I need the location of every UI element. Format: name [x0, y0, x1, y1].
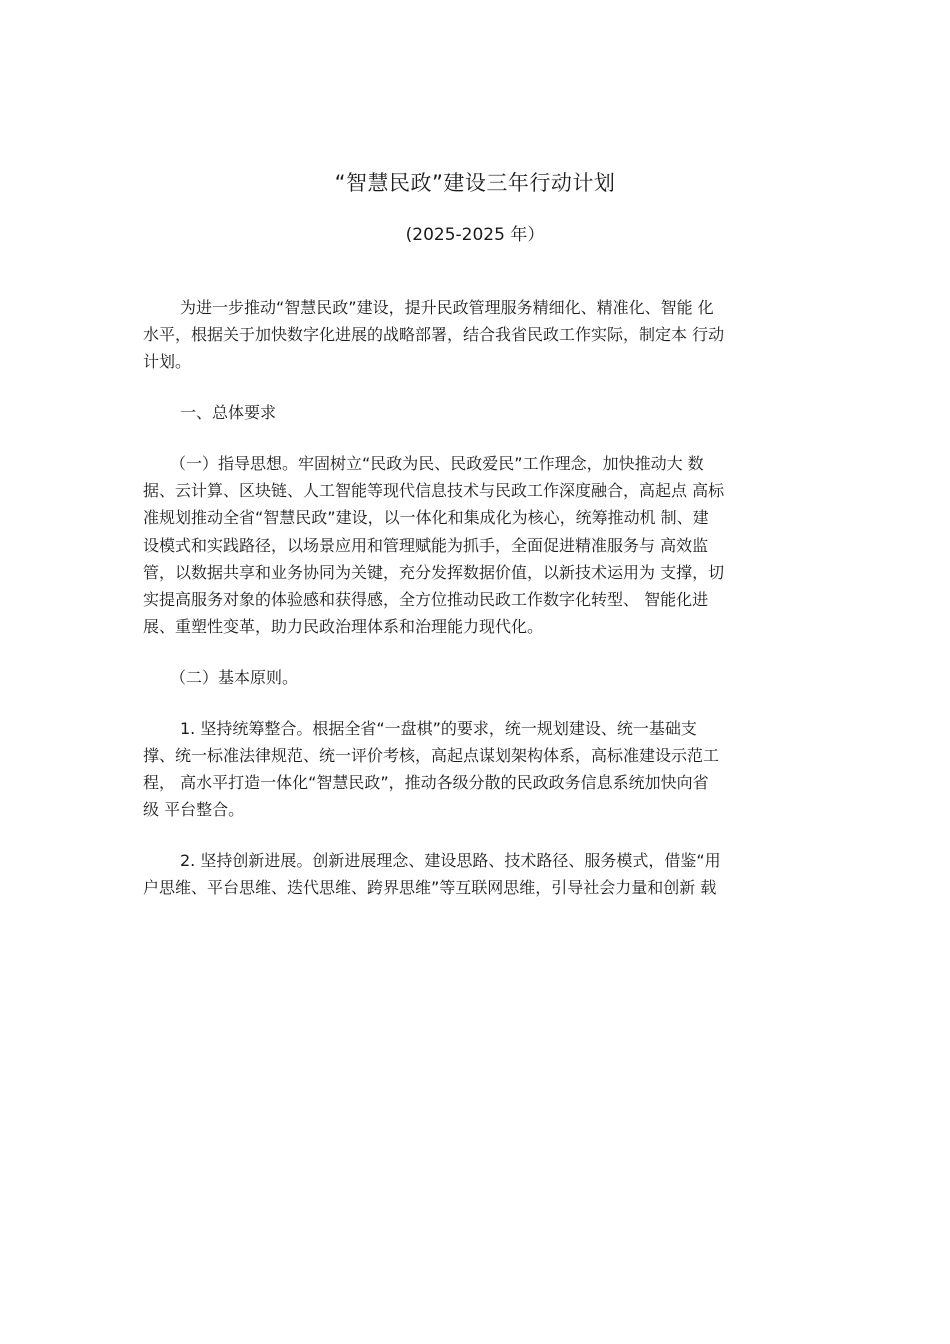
paragraph-principle-1 — [143, 715, 818, 824]
text-line: 实提高服务对象的体验感和获得感，全方位推动民政工作数字化转型、 智能化进 — [143, 589, 709, 609]
text-line: 级 平台整合。 — [143, 800, 245, 820]
document-body — [143, 294, 818, 901]
paragraph-guiding-ideology — [143, 450, 818, 640]
text-line: （二）基本原则。 — [170, 667, 299, 687]
text-line: 设模式和实践路径，以场景应用和管理赋能为抓手，全面促进精准服务与 高效监 — [143, 535, 709, 555]
text-line: 据、云计算、区块链、人工智能等现代信息技术与民政工作深度融合，高起点 高标 — [143, 481, 725, 501]
paragraph-principle-2 — [143, 847, 818, 901]
section-heading-basic-principles — [143, 664, 818, 691]
paragraph-intro — [143, 294, 818, 376]
text-line: 水平，根据关于加快数字化进展的战略部署，结合我省民政工作实际，制定本 行动 — [143, 325, 725, 345]
text-line: 2. 坚持创新进展。创新进展理念、建设思路、技术路径、服务模式，借鉴“用 — [180, 850, 721, 870]
document-title: “智慧民政”建设三年行动计划 — [334, 171, 616, 195]
text-line: 准规划推动全省“智慧民政”建设，以一体化和集成化为核心，统筹推动机 制、建 — [143, 508, 709, 528]
text-line: 为进一步推动“智慧民政”建设，提升民政管理服务精细化、精准化、智能 化 — [180, 298, 714, 317]
text-line: 户思维、平台思维、迭代思维、跨界思维”等互联网思维，引导社会力量和创新 载 — [143, 878, 717, 898]
text-line: 1. 坚持统筹整合。根据全省“一盘棋”的要求，统一规划建设、统一基础支 — [180, 718, 697, 738]
text-line: 计划。 — [143, 352, 192, 372]
text-line: 程， 高水平打造一体化“智慧民政”，推动各级分散的民政政务信息系统加快向省 — [143, 773, 709, 792]
text-line: 撑、统一标准法律规范、统一评价考核，高起点谋划架构体系，高标准建设示范工 — [143, 745, 720, 765]
text-line: 展、重塑性变革，助力民政治理体系和治理能力现代化。 — [143, 617, 544, 637]
text-line: 一、总体要求 — [180, 403, 277, 423]
text-line: 管，以数据共享和业务协同为关键，充分发挥数据价值，以新技术运用为 支撑，切 — [143, 562, 725, 582]
section-heading-general-requirements — [143, 399, 818, 426]
text-line: （一）指导思想。牢固树立“民政为民、民政爱民”工作理念，加快推动大 数 — [170, 453, 704, 473]
document-subtitle: (2025-2025 年） — [405, 225, 545, 245]
